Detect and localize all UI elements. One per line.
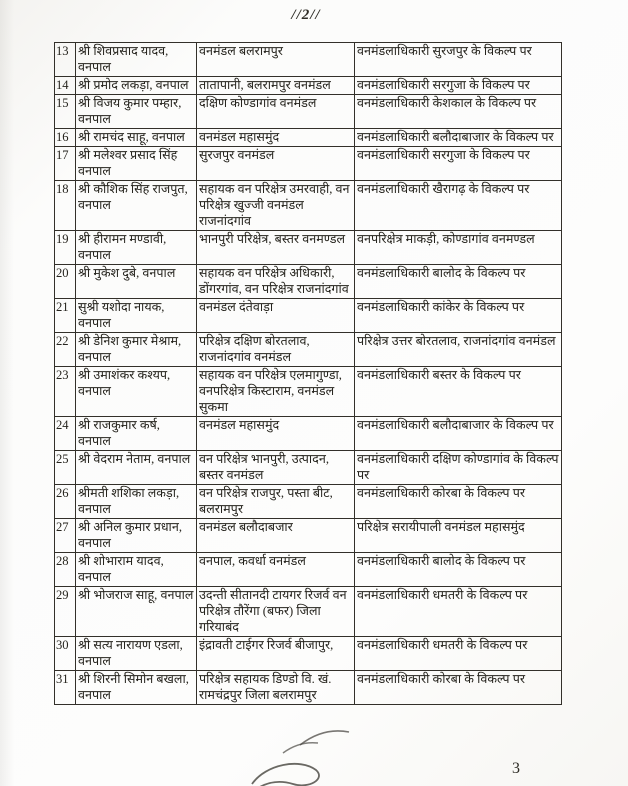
cell-to: वनमंडलाधिकारी केशकाल के विकल्प पर xyxy=(355,95,562,129)
table-row xyxy=(55,587,562,637)
cell-no: 28 xyxy=(55,553,76,587)
cell-name: श्री शिवप्रसाद यादव, वनपाल xyxy=(76,43,197,77)
table-row xyxy=(55,129,562,147)
table-row xyxy=(55,147,562,181)
cell-from: परिक्षेत्र सहायक डिण्डो वि. खं. रामचंद्रपुर जिला बलरामपुर xyxy=(197,671,355,705)
table-row xyxy=(55,299,562,333)
cell-to: परिक्षेत्र उत्तर बोरतलाव, राजनांदगांव वनमंडल xyxy=(355,333,562,367)
cell-no: 15 xyxy=(55,95,76,129)
cell-name: श्री सत्य नारायण एडला, वनपाल xyxy=(76,637,197,671)
cell-name: श्री मुकेश दुबे, वनपाल xyxy=(76,265,197,299)
cell-name: श्री मलेश्वर प्रसाद सिंह वनपाल xyxy=(76,147,197,181)
cell-no: 20 xyxy=(55,265,76,299)
cell-from: परिक्षेत्र दक्षिण बोरतलाव, राजनांदगांव वनमंडल xyxy=(197,333,355,367)
cell-no: 30 xyxy=(55,637,76,671)
cell-no: 14 xyxy=(55,77,76,95)
cell-to: वनमंडलाधिकारी बालोद के विकल्प पर xyxy=(355,553,562,587)
cell-to: वनमंडलाधिकारी कांकेर के विकल्प पर xyxy=(355,299,562,333)
table-row xyxy=(55,367,562,417)
cell-name: श्री उमाशंकर कश्यप, वनपाल xyxy=(76,367,197,417)
table-row xyxy=(55,553,562,587)
cell-from: सहायक वन परिक्षेत्र एलमागुण्डा, वनपरिक्षेत्र किस्टाराम, वनमंडल सुकमा xyxy=(197,367,355,417)
table-row xyxy=(55,671,562,705)
transfer-table xyxy=(54,42,562,705)
page-number: 3 xyxy=(512,760,520,777)
scan-edge-shadow xyxy=(0,0,14,786)
table-row xyxy=(55,417,562,451)
cell-to: वनमंडलाधिकारी सुरजपुर के विकल्प पर xyxy=(355,43,562,77)
cell-to: वनमंडलाधिकारी खैरागढ़ के विकल्प पर xyxy=(355,181,562,231)
pen-stroke-icon xyxy=(283,743,318,753)
cell-no: 24 xyxy=(55,417,76,451)
cell-no: 18 xyxy=(55,181,76,231)
page-header: //2// xyxy=(291,7,321,23)
cell-from: उदन्ती सीतानदी टायगर रिजर्व वन परिक्षेत्र तौरेंगा (बफर) जिला गरियाबंद xyxy=(197,587,355,637)
cell-name: श्री विजय कुमार पम्हार, वनपाल xyxy=(76,95,197,129)
cell-from: सुरजपुर वनमंडल xyxy=(197,147,355,181)
cell-no: 13 xyxy=(55,43,76,77)
cell-name: श्री कौशिक सिंह राजपुत, वनपाल xyxy=(76,181,197,231)
cell-name: श्री राजकुमार कर्ष, वनपाल xyxy=(76,417,197,451)
table-row xyxy=(55,451,562,485)
cell-from: तातापानी, बलरामपुर वनमंडल xyxy=(197,77,355,95)
cell-to: वनमंडलाधिकारी बलौदाबाजार के विकल्प पर xyxy=(355,417,562,451)
cell-no: 17 xyxy=(55,147,76,181)
cell-name: श्री भोजराज साहू, वनपाल xyxy=(76,587,197,637)
cell-from: वनमंडल बलौदाबजार xyxy=(197,519,355,553)
table-row xyxy=(55,637,562,671)
cell-name: श्री रामचंद साहू, वनपाल xyxy=(76,129,197,147)
cell-from: वनपाल, कवर्धा वनमंडल xyxy=(197,553,355,587)
cell-name: श्री वेदराम नेताम, वनपाल xyxy=(76,451,197,485)
cell-from: भानपुरी परिक्षेत्र, बस्तर वनमण्डल xyxy=(197,231,355,265)
cell-from: वनमंडल दंतेवाड़ा xyxy=(197,299,355,333)
cell-name: श्री शोभाराम यादव, वनपाल xyxy=(76,553,197,587)
table-row xyxy=(55,265,562,299)
table-row xyxy=(55,485,562,519)
table-row xyxy=(55,43,562,77)
cell-name: सुश्री यशोदा नायक, वनपाल xyxy=(76,299,197,333)
cell-from: वनमंडल बलरामपुर xyxy=(197,43,355,77)
table-row xyxy=(55,231,562,265)
cell-name: श्री शिरनी सिमोन बखला, वनपाल xyxy=(76,671,197,705)
cell-to: वनमंडलाधिकारी धमतरी के विकल्प पर xyxy=(355,587,562,637)
cell-no: 29 xyxy=(55,587,76,637)
table-row xyxy=(55,77,562,95)
table-row xyxy=(55,519,562,553)
cell-from: दक्षिण कोण्डागांव वनमंडल xyxy=(197,95,355,129)
cell-name: श्रीमती शशिका लकड़ा, वनपाल xyxy=(76,485,197,519)
table-row xyxy=(55,181,562,231)
cell-to: वनमंडलाधिकारी सरगुजा के विकल्प पर xyxy=(355,147,562,181)
cell-from: वन परिक्षेत्र भानपुरी, उत्पादन, बस्तर वनमंडल xyxy=(197,451,355,485)
cell-to: वनमंडलाधिकारी सरगुजा के विकल्प पर xyxy=(355,77,562,95)
table-row xyxy=(55,333,562,367)
cell-from: सहायक वन परिक्षेत्र उमरवाही, वन परिक्षेत्र खुज्जी वनमंडल राजनांदगांव xyxy=(197,181,355,231)
cell-no: 27 xyxy=(55,519,76,553)
cell-no: 26 xyxy=(55,485,76,519)
cell-from: वनमंडल महासमुंद xyxy=(197,129,355,147)
cell-no: 22 xyxy=(55,333,76,367)
cell-to: वनमंडलाधिकारी कोरबा के विकल्प पर xyxy=(355,671,562,705)
cell-to: वनमंडलाधिकारी धमतरी के विकल्प पर xyxy=(355,637,562,671)
cell-name: श्री प्रमोद लकड़ा, वनपाल xyxy=(76,77,197,95)
cell-name: श्री डेनिश कुमार मेश्राम, वनपाल xyxy=(76,333,197,367)
cell-no: 31 xyxy=(55,671,76,705)
cell-to: वनमंडलाधिकारी बलौदाबाजार के विकल्प पर xyxy=(355,129,562,147)
cell-from: वनमंडल महासमुंद xyxy=(197,417,355,451)
cell-to: वनमंडलाधिकारी बालोद के विकल्प पर xyxy=(355,265,562,299)
cell-to: परिक्षेत्र सरायीपाली वनमंडल महासमुंद xyxy=(355,519,562,553)
cell-no: 21 xyxy=(55,299,76,333)
table-row xyxy=(55,95,562,129)
cell-name: श्री अनिल कुमार प्रधान, वनपाल xyxy=(76,519,197,553)
pen-stroke-icon xyxy=(300,731,349,745)
cell-no: 23 xyxy=(55,367,76,417)
cell-no: 16 xyxy=(55,129,76,147)
cell-to: वनमंडलाधिकारी कोरबा के विकल्प पर xyxy=(355,485,562,519)
cell-to: वनमंडलाधिकारी बस्तर के विकल्प पर xyxy=(355,367,562,417)
cell-name: श्री हीरामन मण्डावी, वनपाल xyxy=(76,231,197,265)
transfer-table-body xyxy=(55,43,562,705)
pen-flourish-icon xyxy=(252,764,319,786)
cell-no: 19 xyxy=(55,231,76,265)
cell-to: वनमंडलाधिकारी दक्षिण कोण्डागांव के विकल्प पर xyxy=(355,451,562,485)
cell-no: 25 xyxy=(55,451,76,485)
cell-to: वनपरिक्षेत्र माकड़ी, कोण्डागांव वनमण्डल xyxy=(355,231,562,265)
cell-from: वन परिक्षेत्र राजपुर, पस्ता बीट, बलरामपुर xyxy=(197,485,355,519)
cell-from: सहायक वन परिक्षेत्र अधिकारी, डोंगरगांव, वन परिक्षेत्र राजनांदगांव xyxy=(197,265,355,299)
cell-from: इंद्रावती टाईगर रिजर्व बीजापुर, xyxy=(197,637,355,671)
